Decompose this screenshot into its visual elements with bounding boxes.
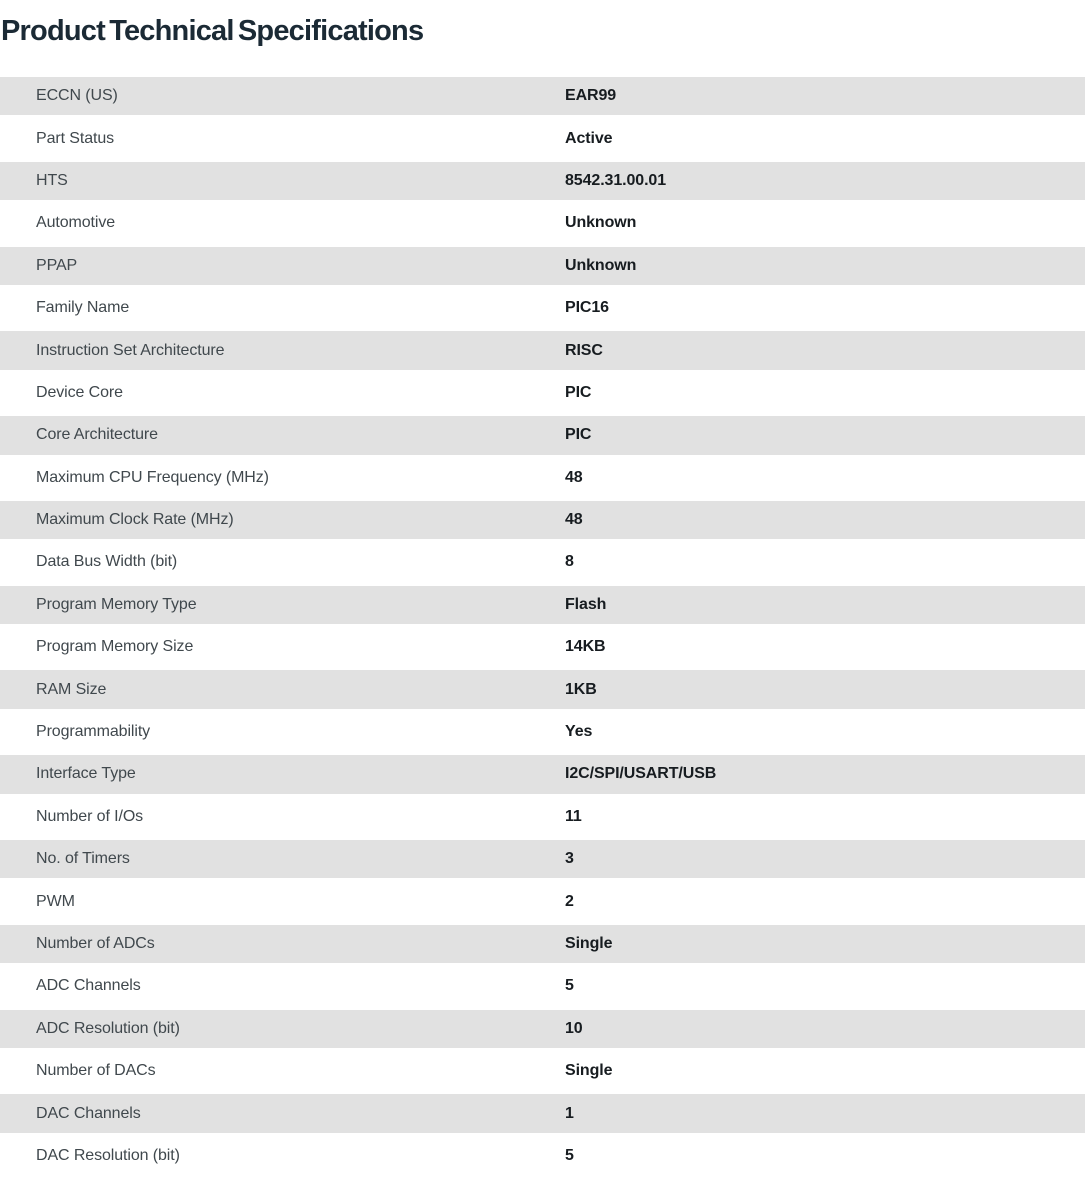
spec-label: HTS <box>36 171 68 189</box>
spec-row <box>0 287 1085 329</box>
spec-value: 2 <box>565 892 574 910</box>
spec-row <box>0 329 1085 371</box>
product-spec-table <box>0 75 1085 1177</box>
spec-row <box>0 923 1085 965</box>
spec-value: PIC <box>565 426 592 444</box>
spec-label: Number of I/Os <box>36 807 144 825</box>
spec-label: Program Memory Type <box>36 595 197 613</box>
spec-label: PWM <box>36 892 75 910</box>
spec-row <box>0 965 1085 1007</box>
spec-label: DAC Channels <box>36 1104 141 1122</box>
spec-value: 48 <box>565 468 583 486</box>
spec-value: I2C/SPI/USART/USB <box>565 765 717 783</box>
spec-row <box>0 626 1085 668</box>
spec-row <box>0 75 1085 117</box>
spec-value: 48 <box>565 511 583 529</box>
spec-value: EAR99 <box>565 87 617 105</box>
spec-label: Maximum CPU Frequency (MHz) <box>36 468 269 486</box>
spec-value: Yes <box>565 723 593 741</box>
spec-label: Core Architecture <box>36 426 158 444</box>
spec-label: ADC Resolution (bit) <box>36 1019 180 1037</box>
spec-label: Family Name <box>36 299 130 317</box>
spec-label: ECCN (US) <box>36 87 118 105</box>
spec-row <box>0 541 1085 583</box>
spec-row <box>0 414 1085 456</box>
spec-value: 11 <box>565 807 582 825</box>
spec-value: Unknown <box>565 256 637 274</box>
spec-value: Flash <box>565 595 607 613</box>
spec-label: Maximum Clock Rate (MHz) <box>36 511 234 529</box>
spec-value: Single <box>565 935 613 952</box>
spec-row <box>0 1092 1085 1134</box>
spec-value: 5 <box>565 977 574 995</box>
spec-label: Part Status <box>36 129 115 147</box>
spec-label: Data Bus Width (bit) <box>36 553 178 571</box>
spec-label: Automotive <box>36 214 116 232</box>
spec-row <box>0 1135 1085 1177</box>
spec-label: Number of DACs <box>36 1062 156 1080</box>
spec-label: Program Memory Size <box>36 638 194 656</box>
spec-label: Interface Type <box>36 765 136 783</box>
spec-value: 1KB <box>565 680 597 698</box>
spec-value: RISC <box>565 341 603 359</box>
spec-row <box>0 245 1085 287</box>
spec-value: PIC16 <box>565 299 609 317</box>
spec-row <box>0 457 1085 499</box>
spec-row <box>0 202 1085 244</box>
spec-label: Instruction Set Architecture <box>36 341 225 359</box>
spec-row <box>0 838 1085 880</box>
spec-label: Device Core <box>36 383 123 401</box>
spec-label: ADC Channels <box>36 977 141 995</box>
spec-value: PIC <box>565 383 592 401</box>
spec-row <box>0 160 1085 202</box>
spec-value: Single <box>565 1062 613 1080</box>
spec-row <box>0 372 1085 414</box>
spec-row <box>0 753 1085 795</box>
spec-value: Active <box>565 129 613 147</box>
spec-row <box>0 796 1085 838</box>
spec-row <box>0 1050 1085 1092</box>
spec-row <box>0 1008 1085 1050</box>
spec-value: 8542.31.00.01 <box>565 171 667 189</box>
spec-label: Number of ADCs <box>36 935 155 952</box>
spec-value: 5 <box>565 1146 574 1164</box>
spec-value: 14KB <box>565 638 606 656</box>
spec-label: DAC Resolution (bit) <box>36 1146 180 1164</box>
spec-row <box>0 117 1085 159</box>
spec-label: RAM Size <box>36 680 107 698</box>
spec-row <box>0 668 1085 710</box>
spec-value: Unknown <box>565 214 637 232</box>
spec-value: 3 <box>565 850 574 868</box>
spec-label: No. of Timers <box>36 850 130 868</box>
page-title: Product Technical Specifications <box>1 15 424 47</box>
spec-value: 8 <box>565 553 574 571</box>
spec-row <box>0 584 1085 626</box>
spec-label: PPAP <box>36 256 78 274</box>
spec-label: Programmability <box>36 723 151 741</box>
spec-value: 10 <box>565 1019 583 1037</box>
spec-row <box>0 711 1085 753</box>
spec-value: 1 <box>565 1104 574 1122</box>
spec-row <box>0 880 1085 922</box>
spec-row <box>0 499 1085 541</box>
